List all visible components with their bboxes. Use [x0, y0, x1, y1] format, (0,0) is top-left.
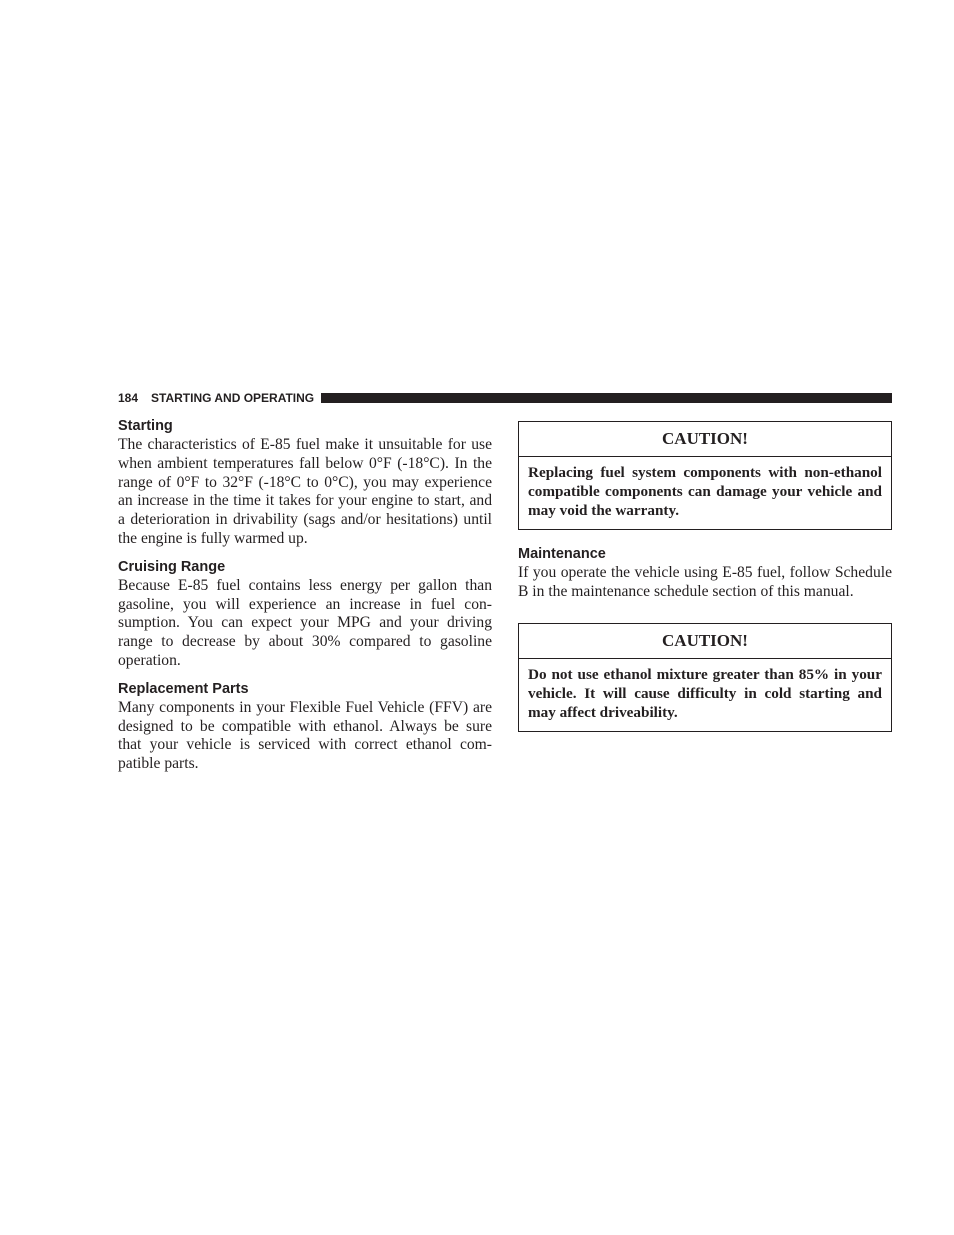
replacement-parts-paragraph: Many components in your Flexible Fuel Vehicle (FFV) are designed to be compatible with ethanol. Always be sure that your vehicle is serviced with correct ethanol compatible parts.	[118, 698, 492, 773]
right-column	[518, 421, 892, 732]
page-header	[118, 390, 892, 406]
caution-box-warranty	[518, 421, 892, 530]
caution-title: CAUTION!	[519, 624, 891, 659]
caution-text: Replacing fuel system components with non-ethanol compatible components can damage your vehicle and may void the warranty.	[528, 464, 882, 519]
caution-title: CAUTION!	[519, 422, 891, 457]
maintenance-heading: Maintenance	[518, 546, 606, 562]
starting-heading: Starting	[118, 418, 173, 434]
maintenance-paragraph: If you operate the vehicle using E-85 fuel, follow Schedule B in the maintenance schedule section of this manual.	[518, 564, 892, 600]
cruising-range-paragraph: Because E-85 fuel contains less energy per gallon than gasoline, you will experience an increase in fuel consumption. You can expect your MPG and your driving range to decrease by about 30% compared to gasoline operation.	[118, 576, 492, 669]
cruising-range-heading: Cruising Range	[118, 558, 226, 575]
section-title: STARTING AND OPERATING	[151, 391, 315, 405]
starting-paragraph: The characteristics of E-85 fuel make it unsuitable for use when ambient temperatures fall below 0°F (-18°C). In the range of 0°F to 32°F (-18°C to 0°C), you may experience an increase in the time it takes for your engine to start, and a deterioration in drivability (sags and/or hesitations) until the engine is fully warmed up.	[118, 436, 492, 547]
caution-text: Do not use ethanol mixture greater than 85% in your vehicle. It will cause difficulty in cold starting and may affect driveability.	[528, 665, 882, 721]
replacement-parts-heading: Replacement Parts	[118, 680, 249, 697]
page-number: 184	[118, 391, 139, 405]
left-column	[118, 417, 492, 774]
header-rule	[321, 393, 892, 403]
caution-box-ethanol	[518, 623, 892, 732]
